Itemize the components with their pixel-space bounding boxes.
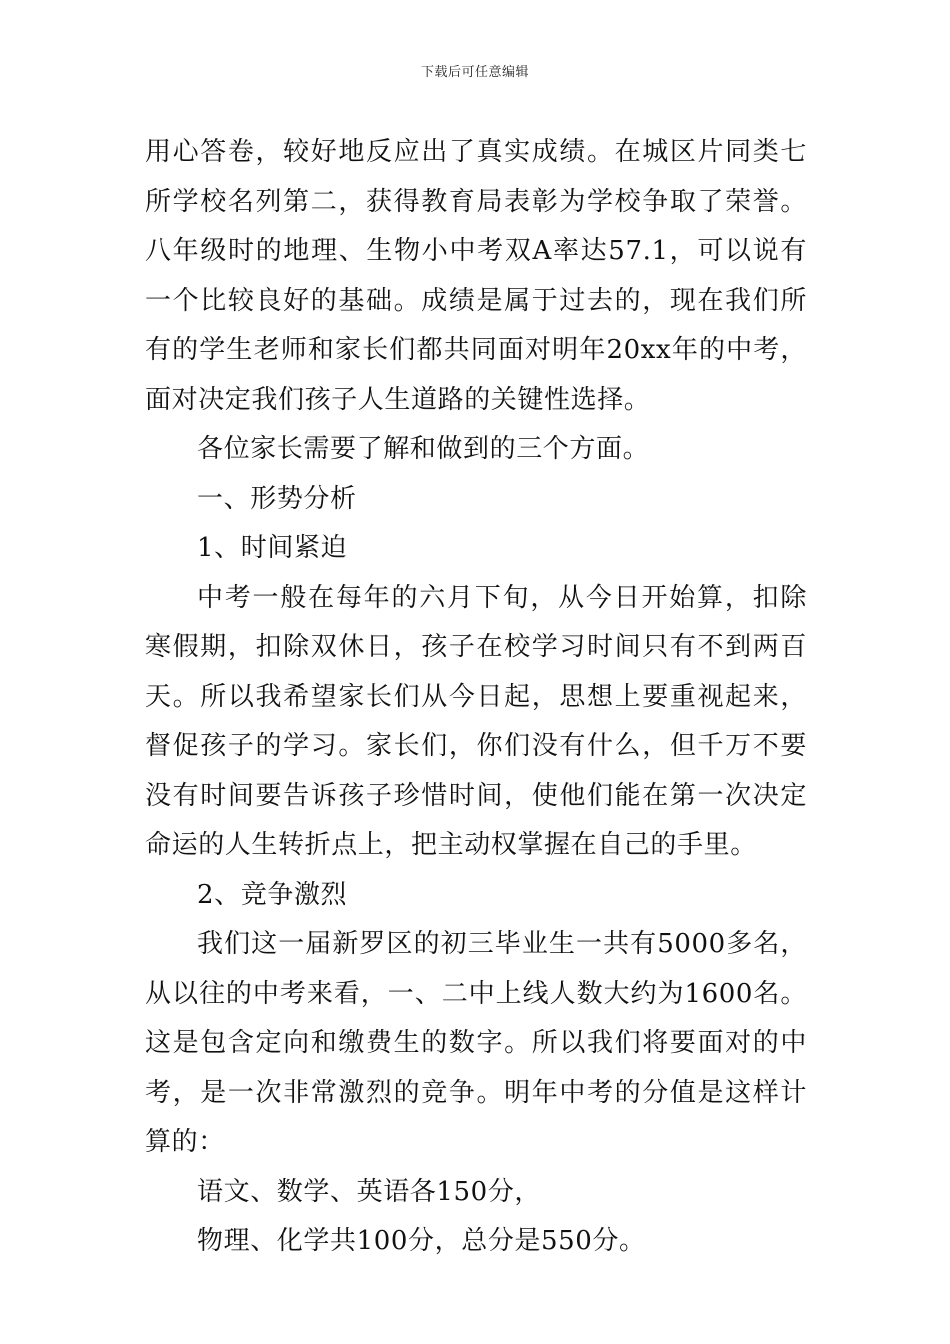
paragraph-time-pressure: 中考一般在每年的六月下旬，从今日开始算，扣除寒假期，扣除双休日，孩子在校学习时间只有不到两百天。所以我希望家长们从今日起，思想上要重视起来，督促孩子的学习。家长们，你们没有什么，但千万不要没有时间要告诉孩子珍惜时间，使他们能在第一次决定命运的人生转折点上，把主动权掌握在自己的手里。 <box>145 582 807 860</box>
subheading-competition: 2、竞争激烈 <box>197 879 348 910</box>
section-heading-situation-analysis: 一、形势分析 <box>197 483 357 514</box>
subheading-time-pressure: 1、时间紧迫 <box>197 533 348 563</box>
paragraph-intro-three-aspects: 各位家长需要了解和做到的三个方面。 <box>197 434 650 464</box>
paragraph-score-languages: 语文、数学、英语各150分， <box>197 1176 542 1207</box>
document-body <box>145 128 807 1267</box>
page-header: 下载后可任意编辑 <box>420 65 529 80</box>
paragraph-score-total: 物理、化学共100分，总分是550分。 <box>197 1226 646 1256</box>
paragraph-continuation: 用心答卷，较好地反应出了真实成绩。在城区片同类七所学校名列第二，获得教育局表彰为学校争取了荣誉。八年级时的地理、生物小中考双A率达57.1，可以说有一个比较良好的基础。成绩是属于过去的，现在我们所有的学生老师和家长们都共同面对明年20xx年的中考，面对决定我们孩子人生道路的关键性选择。 <box>145 137 807 415</box>
paragraph-competition: 我们这一届新罗区的初三毕业生一共有5000多名，从以往的中考来看，一、二中上线人数大约为1600名。这是包含定向和缴费生的数字。所以我们将要面对的中考，是一次非常激烈的竞争。明年中考的分值是这样计算的： <box>145 929 807 1157</box>
